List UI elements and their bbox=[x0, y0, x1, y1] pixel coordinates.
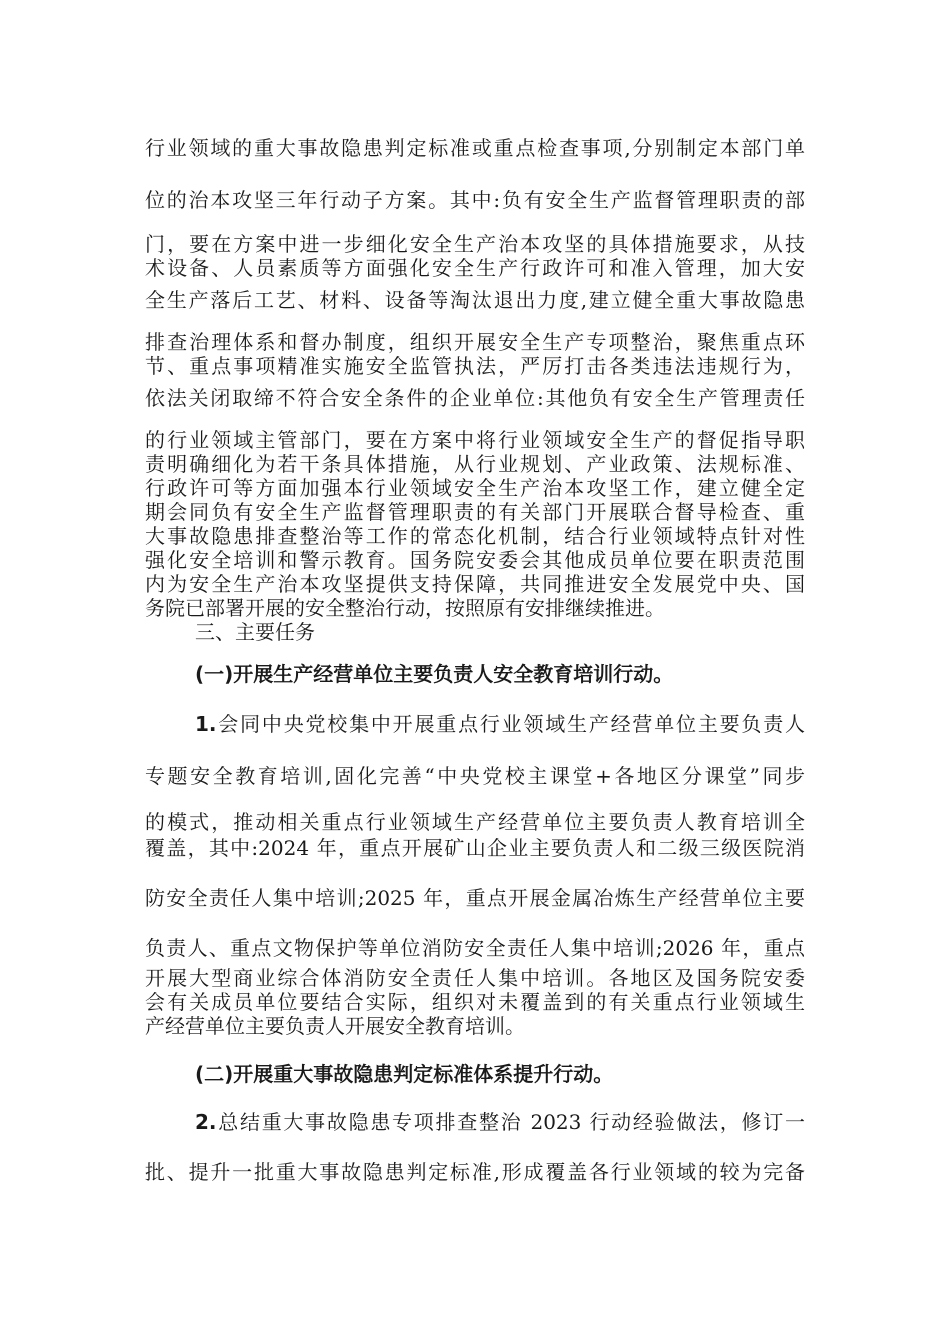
body-text-line: 节、重点事项精准实施安全监管执法，严厉打击各类违法违规行为， bbox=[145, 354, 805, 378]
body-text-line bbox=[195, 712, 805, 736]
body-text-line: 会有关成员单位要结合实际，组织对未覆盖到的有关重点行业领域生 bbox=[145, 990, 805, 1014]
body-text-line: 期会同负有安全生产监督管理职责的有关部门开展联合督导检查、重 bbox=[145, 500, 805, 524]
body-text-line: 批、提升一批重大事故隐患判定标准,形成覆盖各行业领域的较为完备 bbox=[145, 1160, 805, 1184]
body-text-line: 专题安全教育培训,固化完善“中央党校主课堂+各地区分课堂”同步 bbox=[145, 764, 805, 788]
body-text-line: 三、主要任务 bbox=[195, 620, 315, 644]
body-text-line: 开展大型商业综合体消防安全责任人集中培训。各地区及国务院安委 bbox=[145, 966, 805, 990]
section-heading: (一)开展生产经营单位主要负责人安全教育培训行动。 bbox=[195, 662, 674, 686]
body-text-line: 的行业领域主管部门，要在方案中将行业领域安全生产的督促指导职 bbox=[145, 428, 805, 452]
item-number: 2. bbox=[195, 1110, 217, 1134]
item-number: 1. bbox=[195, 712, 217, 736]
body-text-line: 门，要在方案中进一步细化安全生产治本攻坚的具体措施要求，从技 bbox=[145, 232, 805, 256]
body-text-line: 全生产落后工艺、材料、设备等淘汰退出力度,建立健全重大事故隐患 bbox=[145, 288, 805, 312]
body-text-line: 大事故隐患排查整治等工作的常态化机制，结合行业领域特点针对性 bbox=[145, 524, 805, 548]
body-text-line: 依法关闭取缔不符合安全条件的企业单位:其他负有安全生产管理责任 bbox=[145, 386, 805, 410]
body-text-line: 防安全责任人集中培训;2025 年，重点开展金属冶炼生产经营单位主要 bbox=[145, 886, 805, 910]
item-text: 会同中央党校集中开展重点行业领域生产经营单位主要负责人 bbox=[216, 712, 805, 736]
section-heading: (二)开展重大事故隐患判定标准体系提升行动。 bbox=[195, 1062, 614, 1086]
item-text: 总结重大事故隐患专项排查整治 2023 行动经验做法，修订一 bbox=[216, 1110, 805, 1134]
body-text-line: 务院已部署开展的安全整治行动，按照原有安排继续推进。 bbox=[145, 596, 665, 620]
body-text-line: 行政许可等方面加强本行业领域安全生产治本攻坚工作，建立健全定 bbox=[145, 476, 805, 500]
body-text-line bbox=[195, 1110, 805, 1134]
body-text-line: 产经营单位主要负责人开展安全教育培训。 bbox=[145, 1014, 525, 1038]
body-text-line: 行业领域的重大事故隐患判定标准或重点检查事项,分别制定本部门单 bbox=[145, 136, 805, 160]
body-text-line: 责明确细化为若干条具体措施，从行业规划、产业政策、法规标准、 bbox=[145, 452, 805, 476]
body-text-line: 位的治本攻坚三年行动子方案。其中:负有安全生产监督管理职责的部 bbox=[145, 188, 805, 212]
body-text-line: 术设备、人员素质等方面强化安全生产行政许可和准入管理，加大安 bbox=[145, 256, 805, 280]
body-text-line: 内为安全生产治本攻坚提供支持保障，共同推进安全发展党中央、国 bbox=[145, 572, 805, 596]
body-text-line: 排查治理体系和督办制度，组织开展安全生产专项整治，聚焦重点环 bbox=[145, 330, 805, 354]
body-text-line: 覆盖，其中:2024 年，重点开展矿山企业主要负责人和二级三级医院消 bbox=[145, 836, 805, 860]
body-text-line: 强化安全培训和警示教育。国务院安委会其他成员单位要在职责范围 bbox=[145, 548, 805, 572]
body-text-line: 的模式，推动相关重点行业领域生产经营单位主要负责人教育培训全 bbox=[145, 810, 805, 834]
body-text-line: 负责人、重点文物保护等单位消防安全责任人集中培训;2026 年，重点 bbox=[145, 936, 805, 960]
